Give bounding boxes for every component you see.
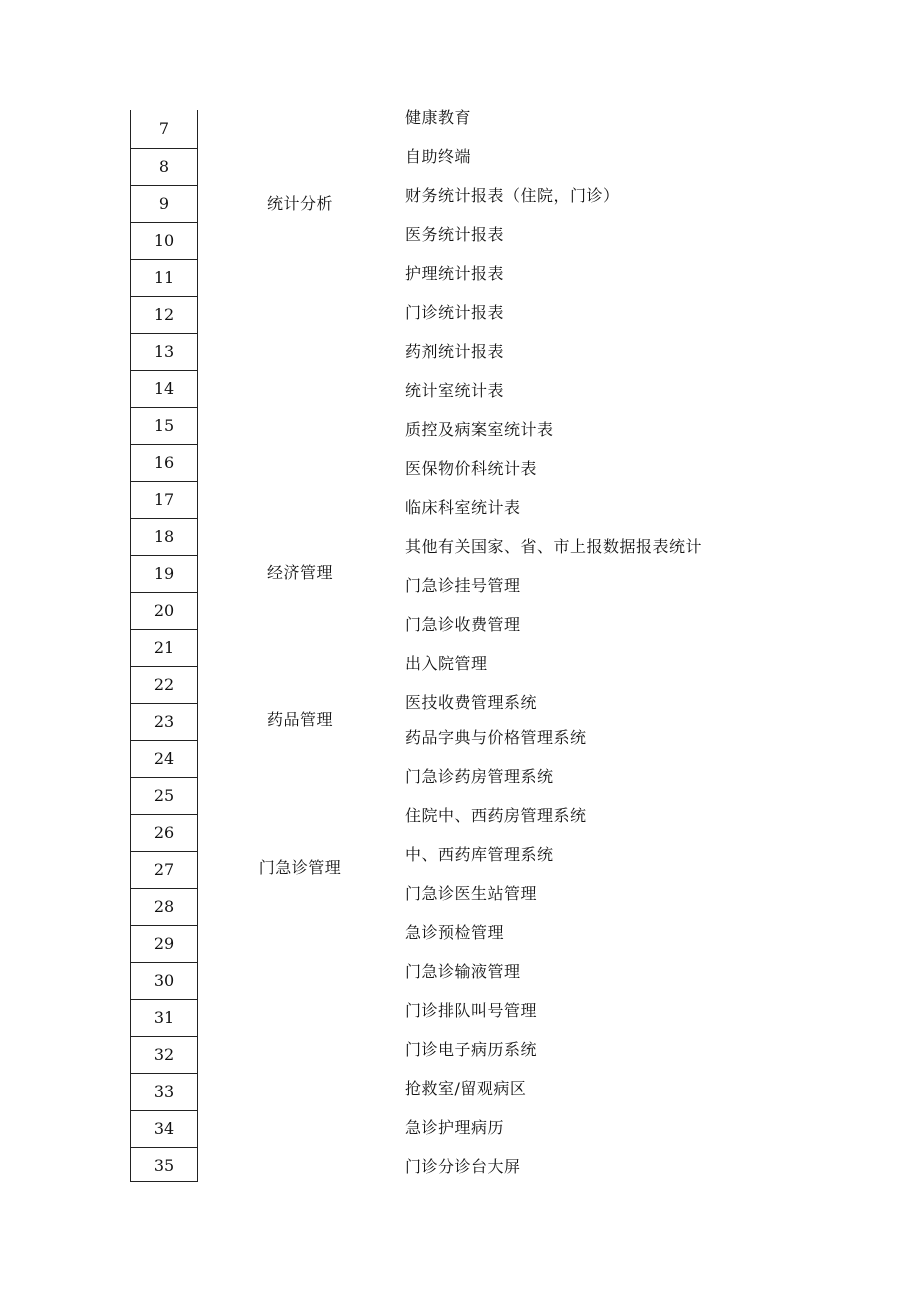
row-divider [131, 555, 197, 556]
row-divider [131, 1036, 197, 1037]
item-label: 自助终端 [405, 147, 472, 166]
category-label: 经济管理 [266, 563, 333, 582]
row-divider [131, 1110, 197, 1111]
item-label: 门诊分诊台大屏 [405, 1157, 521, 1176]
row-number: 9 [158, 194, 170, 213]
item-label: 质控及病案室统计表 [405, 420, 554, 439]
item-label: 门急诊药房管理系统 [405, 767, 554, 786]
row-divider [131, 518, 197, 519]
row-divider [131, 925, 197, 926]
item-label: 财务统计报表（住院，门诊） [405, 186, 620, 205]
row-number: 13 [153, 342, 175, 361]
row-number: 18 [153, 527, 175, 546]
item-label: 门急诊输液管理 [405, 962, 521, 981]
row-divider [131, 148, 197, 149]
row-number: 31 [153, 1008, 175, 1027]
row-number: 26 [153, 823, 175, 842]
row-divider [131, 296, 197, 297]
row-number: 14 [153, 379, 175, 398]
row-number: 30 [153, 971, 175, 990]
row-number: 35 [153, 1156, 175, 1175]
category-label: 药品管理 [266, 710, 333, 729]
item-label: 医务统计报表 [405, 225, 505, 244]
row-divider [131, 185, 197, 186]
row-number: 27 [153, 860, 175, 879]
row-number: 7 [158, 119, 170, 138]
row-divider [131, 333, 197, 334]
item-label: 急诊预检管理 [405, 923, 505, 942]
item-label: 统计室统计表 [405, 381, 505, 400]
item-label: 门诊统计报表 [405, 303, 505, 322]
item-label: 门急诊收费管理 [405, 615, 521, 634]
row-divider [131, 444, 197, 445]
item-label: 健康教育 [405, 108, 472, 127]
row-divider [131, 888, 197, 889]
row-divider [131, 481, 197, 482]
item-label: 出入院管理 [405, 654, 488, 673]
row-divider [131, 370, 197, 371]
row-number: 11 [153, 268, 175, 287]
row-divider [131, 703, 197, 704]
item-label: 护理统计报表 [405, 264, 505, 283]
item-label: 药剂统计报表 [405, 342, 505, 361]
item-label: 门诊电子病历系统 [405, 1040, 538, 1059]
row-number: 20 [153, 601, 175, 620]
row-number: 25 [153, 786, 175, 805]
row-number: 32 [153, 1045, 175, 1064]
row-divider [131, 1073, 197, 1074]
item-label: 中、西药库管理系统 [405, 845, 554, 864]
row-number: 8 [158, 157, 170, 176]
row-divider [131, 222, 197, 223]
item-label: 医技收费管理系统 [405, 693, 538, 712]
row-number: 16 [153, 453, 175, 472]
row-number: 34 [153, 1119, 175, 1138]
row-divider [131, 259, 197, 260]
row-divider [131, 999, 197, 1000]
row-number: 21 [153, 638, 175, 657]
row-number-column [130, 110, 198, 1182]
item-label: 急诊护理病历 [405, 1118, 505, 1137]
row-divider [131, 740, 197, 741]
item-label: 临床科室统计表 [405, 498, 521, 517]
row-number: 22 [153, 675, 175, 694]
row-number: 15 [153, 416, 175, 435]
row-divider [131, 962, 197, 963]
row-number: 17 [153, 490, 175, 509]
item-label: 抢救室/留观病区 [405, 1079, 527, 1098]
row-divider [131, 407, 197, 408]
row-number: 33 [153, 1082, 175, 1101]
item-label: 门急诊医生站管理 [405, 884, 538, 903]
item-label: 其他有关国家、省、市上报数据报表统计 [405, 537, 703, 556]
category-label: 门急诊管理 [258, 858, 342, 877]
item-label: 药品字典与价格管理系统 [405, 728, 587, 747]
row-divider [131, 666, 197, 667]
row-divider [131, 814, 197, 815]
row-divider [131, 1147, 197, 1148]
row-divider [131, 629, 197, 630]
row-divider [131, 592, 197, 593]
row-number: 24 [153, 749, 175, 768]
row-number: 29 [153, 934, 175, 953]
row-number: 12 [153, 305, 175, 324]
item-label: 医保物价科统计表 [405, 459, 538, 478]
row-number: 19 [153, 564, 175, 583]
item-label: 门诊排队叫号管理 [405, 1001, 538, 1020]
row-divider [131, 777, 197, 778]
row-divider [131, 851, 197, 852]
row-number: 28 [153, 897, 175, 916]
row-number: 10 [153, 231, 175, 250]
category-label: 统计分析 [266, 194, 333, 213]
row-number: 23 [153, 712, 175, 731]
item-label: 住院中、西药房管理系统 [405, 806, 587, 825]
item-label: 门急诊挂号管理 [405, 576, 521, 595]
